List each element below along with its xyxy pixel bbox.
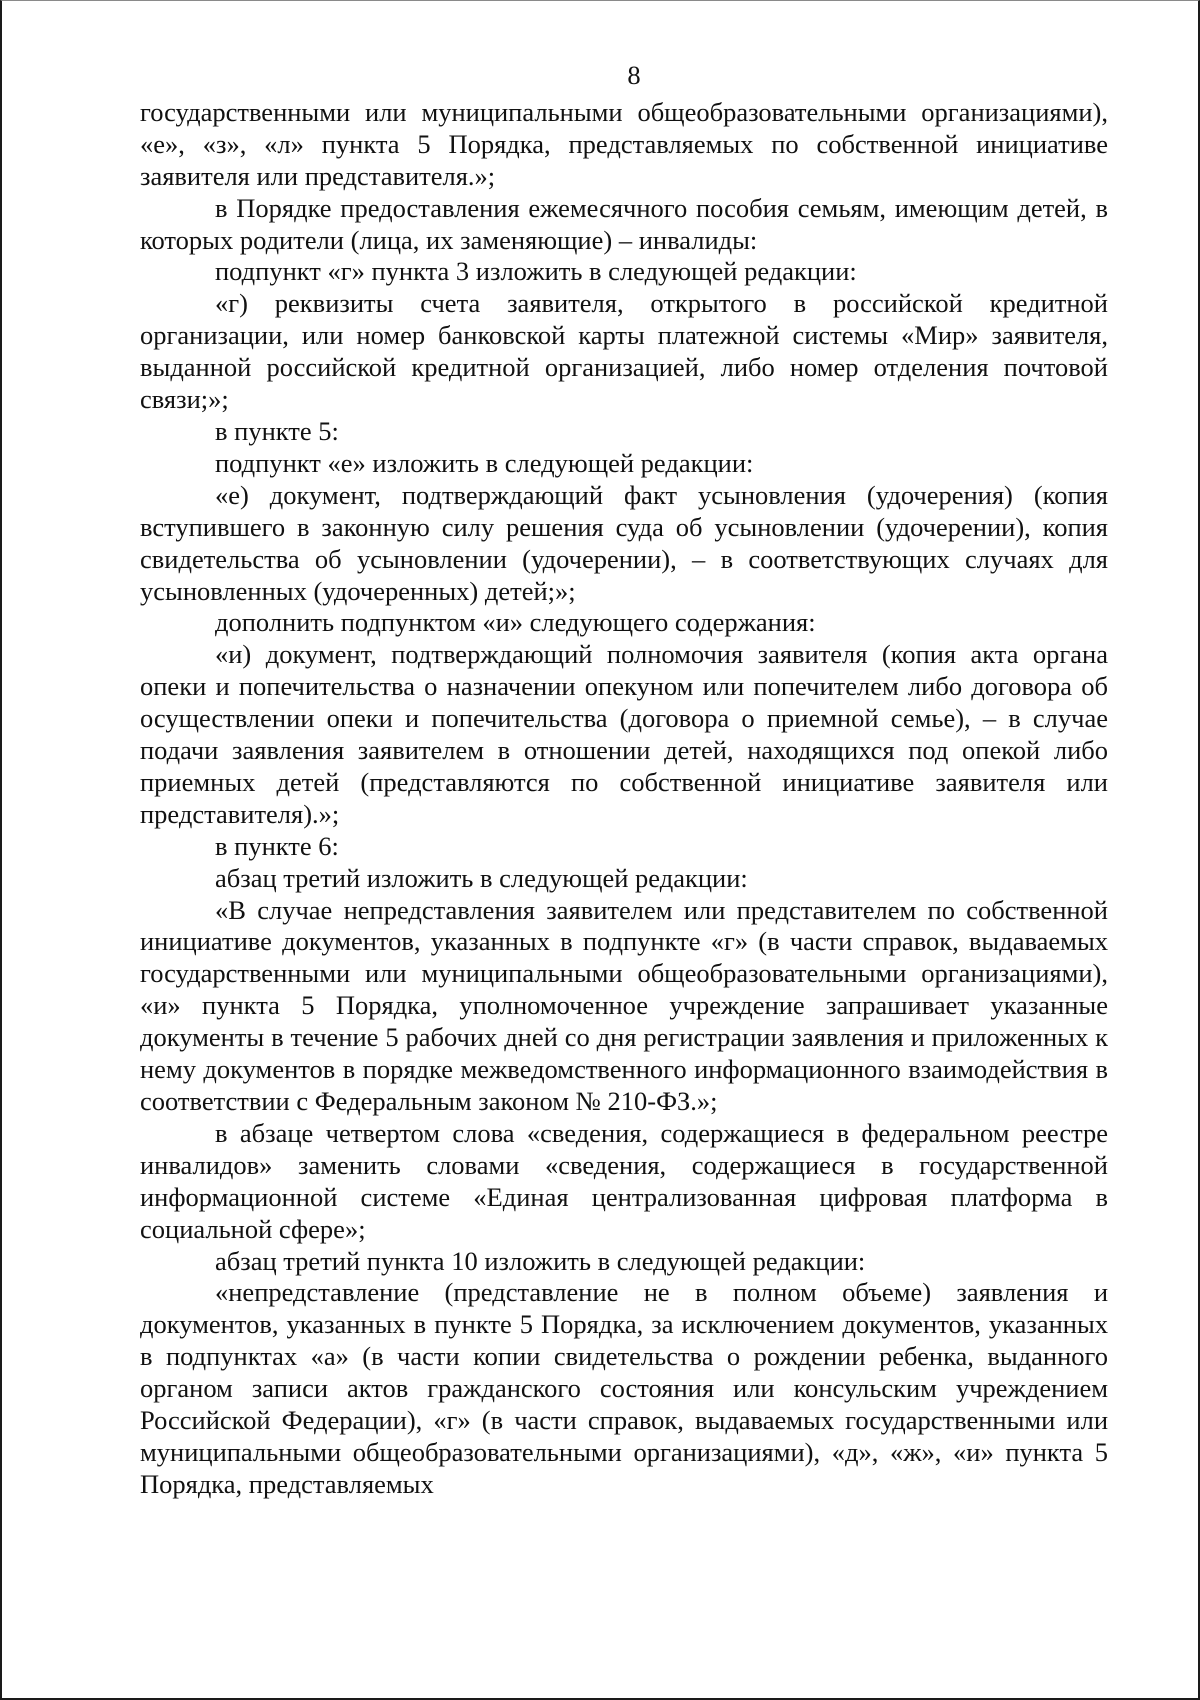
paragraph-third-abzac-intro: абзац третий изложить в следующей редакции: xyxy=(215,862,748,893)
paragraph-add-subpoint-i: дополнить подпунктом «и» следующего содержания: xyxy=(215,607,816,638)
paragraph-subpoint-g-point-3: подпункт «г» пункта 3 изложить в следующей редакции: xyxy=(215,256,857,287)
paragraph-subpoint-e-intro: подпункт «е» изложить в следующей редакции: xyxy=(215,447,754,478)
paragraph-point-6: в пункте 6: xyxy=(215,830,339,861)
document-page xyxy=(140,60,1108,1501)
paragraph-point-5: в пункте 5: xyxy=(215,415,339,446)
page-number: 8 xyxy=(627,60,641,90)
paragraph-continuation: государственными или муниципальными общеобразовательными организациями), «е», «з», «л» пункта 5 Порядка, представляемых по собственной инициативе заявителя или представителя.»; xyxy=(140,96,1108,191)
paragraph-subpoint-i-text: «и) документ, подтверждающий полномочия заявителя (копия акта органа опеки и попечительства о назначении опекуном или попечителем либо договора об осуществлении опеки и попечительства (договора о приемной семье), – в случае подачи заявления заявителем в отношении детей, находящихся под опекой либо приемных детей (представляются по собственной инициативе заявителя или представителя).»; xyxy=(140,639,1108,829)
paragraph-subpoint-g-text: «г) реквизиты счета заявителя, открытого в российской кредитной организации, или номер банковской карты платежной системы «Мир» заявителя, выданной российской кредитной организацией, либо номер отделения почтовой связи;»; xyxy=(140,288,1108,415)
paragraph-point-10-text: «непредставление (представление не в полном объеме) заявления и документов, указанных в пункте 5 Порядка, за исключением документов, указанных в подпунктах «а» (в части копии свидетельства о рождении ребенка, выданного органом записи актов гражданского состояния или консульским учреждением Российской Федерации), «г» (в части справок, выдаваемых государственными или муниципальными общеобразовательными организациями), «д», «ж», «и» пункта 5 Порядка, представляемых xyxy=(140,1277,1108,1499)
paragraph-amend-procedure-intro: в Порядке предоставления ежемесячного пособия семьям, имеющим детей, в которых родители (лица, их заменяющие) – инвалиды: xyxy=(140,192,1108,255)
paragraph-third-abzac-text: «В случае непредставления заявителем или представителем по собственной инициативе документов, указанных в подпункте «г» (в части справок, выдаваемых государственными или муниципальными общеобразовательными организациями), «и» пункта 5 Порядка, уполномоченное учреждение запрашивает указанные документы в течение 5 рабочих дней со дня регистрации заявления и приложенных к нему документов в порядке межведомственного информационного взаимодействия в соответствии с Федеральным законом № 210-ФЗ.»; xyxy=(140,894,1108,1116)
paragraph-subpoint-e-text: «е) документ, подтверждающий факт усыновления (удочерения) (копия вступившего в законную силу решения суда об усыновлении (удочерении), копия свидетельства об усыновлении (удочерении), – в соответствующих случаях для усыновленных (удочеренных) детей;»; xyxy=(140,479,1108,606)
paragraph-fourth-abzac-replace: в абзаце четвертом слова «сведения, содержащиеся в федеральном реестре инвалидов» заменить словами «сведения, содержащиеся в государственной информационной системе «Единая централизованная цифровая платформа в социальной сфере»; xyxy=(140,1117,1108,1244)
paragraph-point-10-intro: абзац третий пункта 10 изложить в следующей редакции: xyxy=(215,1245,866,1276)
